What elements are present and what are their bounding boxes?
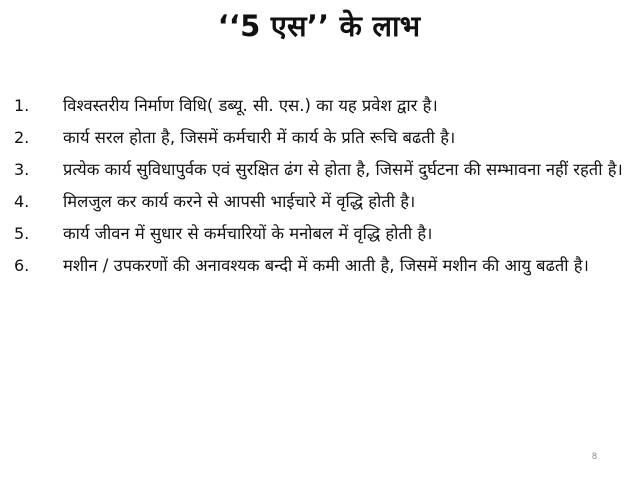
list-item-number: 6. bbox=[14, 256, 30, 275]
page-number: 8 bbox=[592, 451, 598, 461]
list-item-text: मशीन / उपकरणों की अनावश्यक बन्दी में कमी आती है, जिसमें मशीन की आयु बढती है। bbox=[63, 256, 589, 275]
list-item-text: कार्य सरल होता है, जिसमें कर्मचारी में कार्य के प्रति रूचि बढती है। bbox=[63, 128, 456, 147]
list-item-number: 4. bbox=[14, 192, 30, 211]
list-item bbox=[14, 92, 626, 120]
list-item-text: कार्य जीवन में सुधार से कर्मचारियों के मनोबल में वृद्धि होती है। bbox=[63, 224, 433, 243]
list-item-number: 5. bbox=[14, 224, 30, 243]
list-item-text: विश्वस्तरीय निर्माण विधि( डब्यू. सी. एस.) का यह प्रवेश द्वार है। bbox=[63, 96, 438, 115]
list-item bbox=[14, 188, 626, 216]
list-item-text: मिलजुल कर कार्य करने से आपसी भाईचारे में वृद्धि होती है। bbox=[63, 192, 416, 211]
benefits-list bbox=[14, 92, 626, 284]
list-item-number: 3. bbox=[14, 160, 30, 179]
list-item bbox=[14, 156, 626, 184]
list-item-number: 2. bbox=[14, 128, 30, 147]
list-item-text: प्रत्येक कार्य सुविधापुर्वक एवं सुरक्षित ढंग से होता है, जिसमें दुर्घटना की सम्भावना नहीं रहती है। bbox=[63, 160, 623, 179]
list-item bbox=[14, 124, 626, 152]
list-item bbox=[14, 220, 626, 248]
slide-title: ‘‘5 एस’’ के लाभ bbox=[217, 9, 421, 43]
list-item bbox=[14, 252, 626, 280]
list-item-number: 1. bbox=[14, 96, 30, 115]
